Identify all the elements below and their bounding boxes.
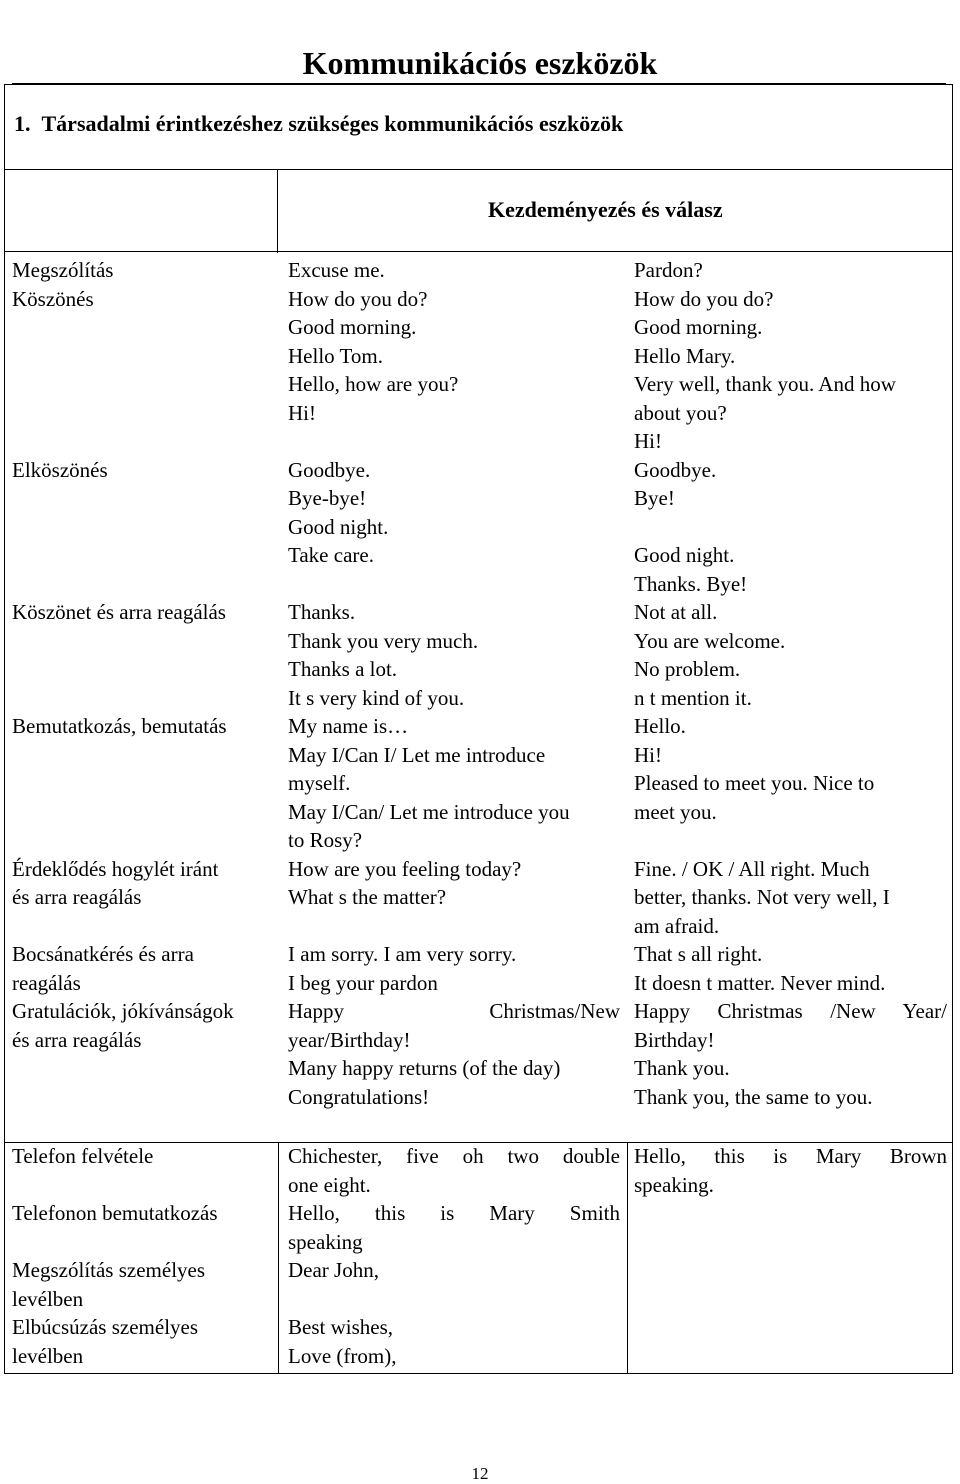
phrase-line: Thanks. — [288, 600, 356, 624]
phrase-line: levélben — [12, 1286, 84, 1311]
row-label — [4, 712, 280, 855]
phrase-line: Congratulations! — [288, 1084, 430, 1109]
row-label — [4, 1256, 280, 1313]
phrase-line: You are welcome. — [634, 628, 786, 653]
initiation-phrases — [280, 855, 626, 941]
phrase-line: Goodbye. — [634, 457, 717, 482]
phrase-line: Köszönet és arra reagálás — [12, 600, 226, 624]
phrase-line: Bemutatkozás, bemutatás — [12, 714, 227, 738]
phrase-line: Hello, this is Mary Brown — [634, 1144, 947, 1168]
phrase-line: How do you do? — [288, 286, 428, 311]
phrase-line: Not at all. — [634, 600, 718, 624]
phrase-line: to Rosy? — [288, 828, 363, 852]
phrase-line: May I/Can I/ Let me introduce — [288, 742, 546, 767]
table-subheading: Kezdeményezés és válasz — [488, 197, 723, 222]
phrase-line: Bye-bye! — [288, 486, 367, 510]
header-column-divider — [277, 169, 278, 253]
phrase-line: Take care. — [288, 543, 374, 567]
phrase-line: Thank you. — [634, 1056, 730, 1080]
response-phrases — [626, 997, 953, 1111]
response-phrases — [626, 940, 953, 997]
phrase-line: reagálás — [12, 970, 81, 995]
phrase-line: Many happy returns (of the day) — [288, 1056, 561, 1080]
phrase-line: Happy Christmas/New — [288, 999, 620, 1023]
phrase-line: Elbúcsúzás személyes — [12, 1315, 199, 1339]
phrase-line: Birthday! — [634, 1027, 715, 1052]
phrase-line: year/Birthday! — [288, 1027, 411, 1052]
phrase-line: Pleased to meet you. Nice to — [634, 771, 875, 795]
table-row — [4, 598, 953, 712]
initiation-phrases — [280, 456, 626, 599]
phrase-line: Thank you very much. — [288, 628, 479, 653]
row-label — [4, 940, 280, 997]
phrase-line: am afraid. — [634, 913, 720, 938]
section-title: Társadalmi érintkezéshez szükséges kommunikációs eszközök — [41, 111, 624, 136]
phrase-line: That s all right. — [634, 942, 763, 966]
phrase-line: Érdeklődés hogylét iránt — [12, 856, 219, 881]
row-label — [4, 1142, 280, 1199]
phrase-line: Thank you, the same to you. — [634, 1084, 873, 1109]
initiation-phrases — [280, 997, 626, 1111]
phrase-line: Megszólítás személyes — [12, 1258, 206, 1282]
phrase-line: Telefon felvétele — [12, 1144, 154, 1168]
response-phrases — [626, 1199, 953, 1256]
phrase-line: Bocsánatkérés és arra — [12, 942, 194, 966]
response-phrases — [626, 285, 953, 456]
phrase-line: It doesn t matter. Never mind. — [634, 970, 886, 995]
phrase-line: Happy Christmas /New Year/ — [634, 999, 947, 1023]
phrase-line: What s the matter? — [288, 885, 447, 909]
table-row — [4, 1256, 953, 1313]
phrase-line: Hello Tom. — [288, 343, 383, 368]
phrase-line: Megszólítás — [12, 258, 114, 282]
response-phrases — [626, 456, 953, 599]
phrase-line: Love (from), — [288, 1343, 397, 1368]
response-phrases — [626, 1142, 953, 1199]
phrase-line: Goodbye. — [288, 457, 371, 482]
phrase-line: Good night. — [288, 514, 389, 539]
header-divider — [5, 169, 952, 170]
document-title: Kommunikációs eszközök — [302, 45, 658, 81]
phrase-line: Hi! — [634, 742, 662, 767]
letters-phone-table — [4, 1142, 953, 1370]
phrase-line: It s very kind of you. — [288, 685, 465, 710]
initiation-phrases — [280, 1142, 626, 1199]
initiation-phrases — [280, 285, 626, 456]
phrase-line: Hi! — [634, 429, 662, 453]
table-row — [4, 940, 953, 997]
response-phrases — [626, 256, 953, 285]
phrase-line: Very well, thank you. And how — [634, 372, 896, 396]
response-phrases — [626, 712, 953, 855]
phrase-line: My name is… — [288, 714, 409, 738]
phrase-line: myself. — [288, 771, 351, 795]
response-phrases — [626, 855, 953, 941]
initiation-phrases — [280, 1256, 626, 1313]
phrase-line: Hello. — [634, 714, 686, 738]
phrase-line: Dear John, — [288, 1258, 379, 1282]
phrase-line: Hello, how are you? — [288, 372, 459, 396]
phrase-line: Good morning. — [288, 315, 417, 339]
table-row — [4, 285, 953, 456]
phrase-line: és arra reagálás — [12, 1027, 142, 1052]
row-label — [4, 855, 280, 941]
phrase-line — [634, 513, 947, 542]
table-row — [4, 855, 953, 941]
initiation-phrases — [280, 712, 626, 855]
phrases-table — [4, 256, 953, 1111]
phrase-line: Thanks a lot. — [288, 657, 398, 681]
phrase-line: Thanks. Bye! — [634, 571, 748, 596]
phrase-line: How do you do? — [634, 286, 774, 311]
phrase-line: Bye! — [634, 486, 675, 510]
response-phrases — [626, 598, 953, 712]
section-number: 1. — [14, 111, 31, 136]
section-heading — [14, 110, 623, 138]
page-number: 12 — [471, 1464, 489, 1483]
phrase-line: Telefonon bemutatkozás — [12, 1201, 218, 1225]
row-label — [4, 598, 280, 712]
phrase-line: speaking — [288, 1229, 363, 1254]
phrase-line: one eight. — [288, 1172, 371, 1197]
phrase-line: levélben — [12, 1343, 84, 1368]
phrase-line: speaking. — [634, 1172, 714, 1197]
response-phrases — [626, 1313, 953, 1370]
row-label — [4, 285, 280, 456]
row-label — [4, 456, 280, 599]
row-label — [4, 1313, 280, 1370]
table-row — [4, 1199, 953, 1256]
table-row — [4, 256, 953, 285]
initiation-phrases — [280, 1313, 626, 1370]
phrase-line: I beg your pardon — [288, 970, 438, 995]
phrase-line: Hello Mary. — [634, 343, 736, 368]
initiation-phrases — [280, 256, 626, 285]
row-label — [4, 256, 280, 285]
table-row — [4, 997, 953, 1111]
phrase-line: n t mention it. — [634, 685, 752, 710]
phrase-line: és arra reagálás — [12, 885, 142, 909]
phrase-line: Excuse me. — [288, 258, 385, 282]
phrase-line: about you? — [634, 400, 727, 425]
row-label — [4, 1199, 280, 1256]
phrase-line: meet you. — [634, 799, 717, 824]
phrase-line: No problem. — [634, 657, 741, 681]
phrase-line: Pardon? — [634, 258, 703, 282]
phrase-line: May I/Can/ Let me introduce you — [288, 799, 570, 824]
table-row — [4, 1142, 953, 1199]
phrase-line: I am sorry. I am very sorry. — [288, 942, 517, 966]
initiation-phrases — [280, 598, 626, 712]
table-row — [4, 456, 953, 599]
phrase-line: better, thanks. Not very well, I — [634, 885, 890, 909]
phrase-line: Good morning. — [634, 315, 763, 339]
phrase-line: Elköszönés — [12, 457, 108, 482]
phrase-line: Chichester, five oh two double — [288, 1144, 620, 1168]
phrase-line: Best wishes, — [288, 1315, 393, 1339]
phrase-line: Gratulációk, jókívánságok — [12, 999, 234, 1023]
response-phrases — [626, 1256, 953, 1313]
phrase-line: Fine. / OK / All right. Much — [634, 856, 870, 881]
phrase-line: How are you feeling today? — [288, 856, 522, 881]
row-label — [4, 997, 280, 1111]
phrase-line: Köszönés — [12, 286, 94, 311]
phrase-line: Hi! — [288, 400, 316, 425]
initiation-phrases — [280, 940, 626, 997]
initiation-phrases — [280, 1199, 626, 1256]
table-row — [4, 712, 953, 855]
phrase-line: Good night. — [634, 543, 735, 567]
phrase-line: Hello, this is Mary Smith — [288, 1201, 620, 1225]
table-row — [4, 1313, 953, 1370]
